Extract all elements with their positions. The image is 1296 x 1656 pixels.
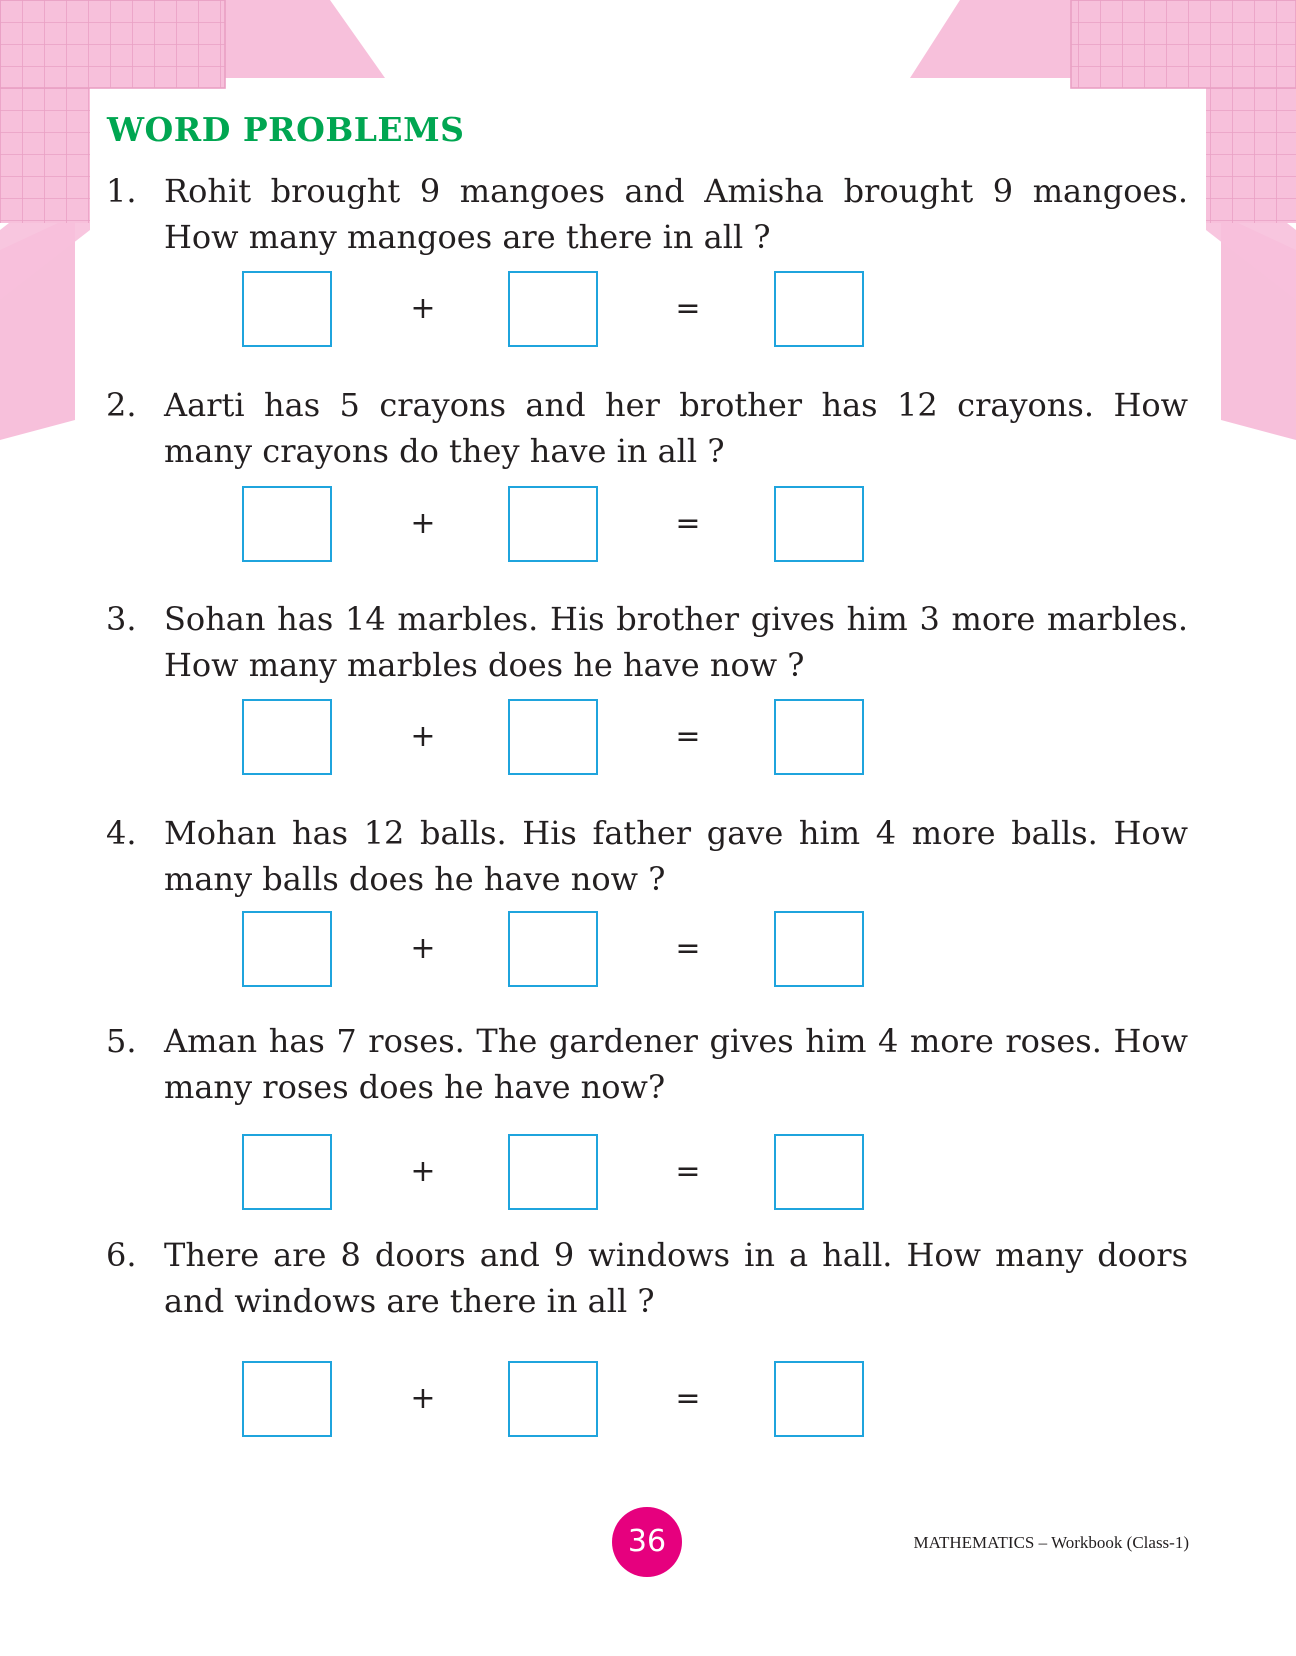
- answer-box-sum[interactable]: [774, 911, 864, 987]
- question-5: [106, 1018, 1188, 1110]
- question-6: [106, 1232, 1188, 1324]
- plus-sign: +: [410, 1154, 436, 1189]
- question-text: There are 8 doors and 9 windows in a hall. How many doors and windows are there in all ?: [164, 1236, 1188, 1320]
- page-heading: WORD PROBLEMS: [107, 110, 465, 149]
- answer-box-sum[interactable]: [774, 271, 864, 347]
- question-number: 2.: [106, 386, 137, 424]
- answer-box-first-addend[interactable]: [242, 486, 332, 562]
- equation-row-5: [242, 1134, 866, 1210]
- question-3: [106, 596, 1188, 688]
- question-number: 5.: [106, 1022, 137, 1060]
- question-number: 1.: [106, 172, 137, 210]
- equation-row-1: [242, 271, 866, 347]
- page-number-badge: 36: [612, 1507, 682, 1577]
- answer-box-second-addend[interactable]: [508, 699, 598, 775]
- question-2: [106, 382, 1188, 474]
- answer-box-second-addend[interactable]: [508, 486, 598, 562]
- plus-sign: +: [410, 931, 436, 966]
- answer-box-first-addend[interactable]: [242, 271, 332, 347]
- plus-sign: +: [410, 291, 436, 326]
- plus-sign: +: [410, 506, 436, 541]
- answer-box-sum[interactable]: [774, 1361, 864, 1437]
- answer-box-sum[interactable]: [774, 486, 864, 562]
- answer-box-second-addend[interactable]: [508, 1361, 598, 1437]
- equation-row-4: [242, 911, 866, 987]
- question-1: [106, 168, 1188, 260]
- answer-box-second-addend[interactable]: [508, 271, 598, 347]
- answer-box-first-addend[interactable]: [242, 911, 332, 987]
- answer-box-second-addend[interactable]: [508, 1134, 598, 1210]
- plus-sign: +: [410, 719, 436, 754]
- answer-box-sum[interactable]: [774, 1134, 864, 1210]
- equals-sign: =: [675, 506, 701, 541]
- question-number: 6.: [106, 1236, 137, 1274]
- equals-sign: =: [675, 1154, 701, 1189]
- answer-box-first-addend[interactable]: [242, 699, 332, 775]
- question-text: Sohan has 14 marbles. His brother gives him 3 more marbles. How many marbles does he have now ?: [164, 600, 1188, 684]
- answer-box-sum[interactable]: [774, 699, 864, 775]
- equals-sign: =: [675, 719, 701, 754]
- equation-row-6: [242, 1361, 866, 1437]
- answer-box-first-addend[interactable]: [242, 1134, 332, 1210]
- equals-sign: =: [675, 931, 701, 966]
- question-text: Aarti has 5 crayons and her brother has 12 crayons. How many crayons do they have in all ?: [164, 386, 1188, 470]
- footer-book-title: MATHEMATICS – Workbook (Class-1): [913, 1533, 1189, 1552]
- equals-sign: =: [675, 1381, 701, 1416]
- question-text: Rohit brought 9 mangoes and Amisha brought 9 mangoes. How many mangoes are there in all ?: [164, 172, 1188, 256]
- plus-sign: +: [410, 1381, 436, 1416]
- question-number: 3.: [106, 600, 137, 638]
- question-4: [106, 810, 1188, 902]
- answer-box-first-addend[interactable]: [242, 1361, 332, 1437]
- equation-row-2: [242, 486, 866, 562]
- question-number: 4.: [106, 814, 137, 852]
- question-text: Mohan has 12 balls. His father gave him 4 more balls. How many balls does he have now ?: [164, 814, 1188, 898]
- equation-row-3: [242, 699, 866, 775]
- answer-box-second-addend[interactable]: [508, 911, 598, 987]
- question-text: Aman has 7 roses. The gardener gives him 4 more roses. How many roses does he have now?: [164, 1022, 1188, 1106]
- equals-sign: =: [675, 291, 701, 326]
